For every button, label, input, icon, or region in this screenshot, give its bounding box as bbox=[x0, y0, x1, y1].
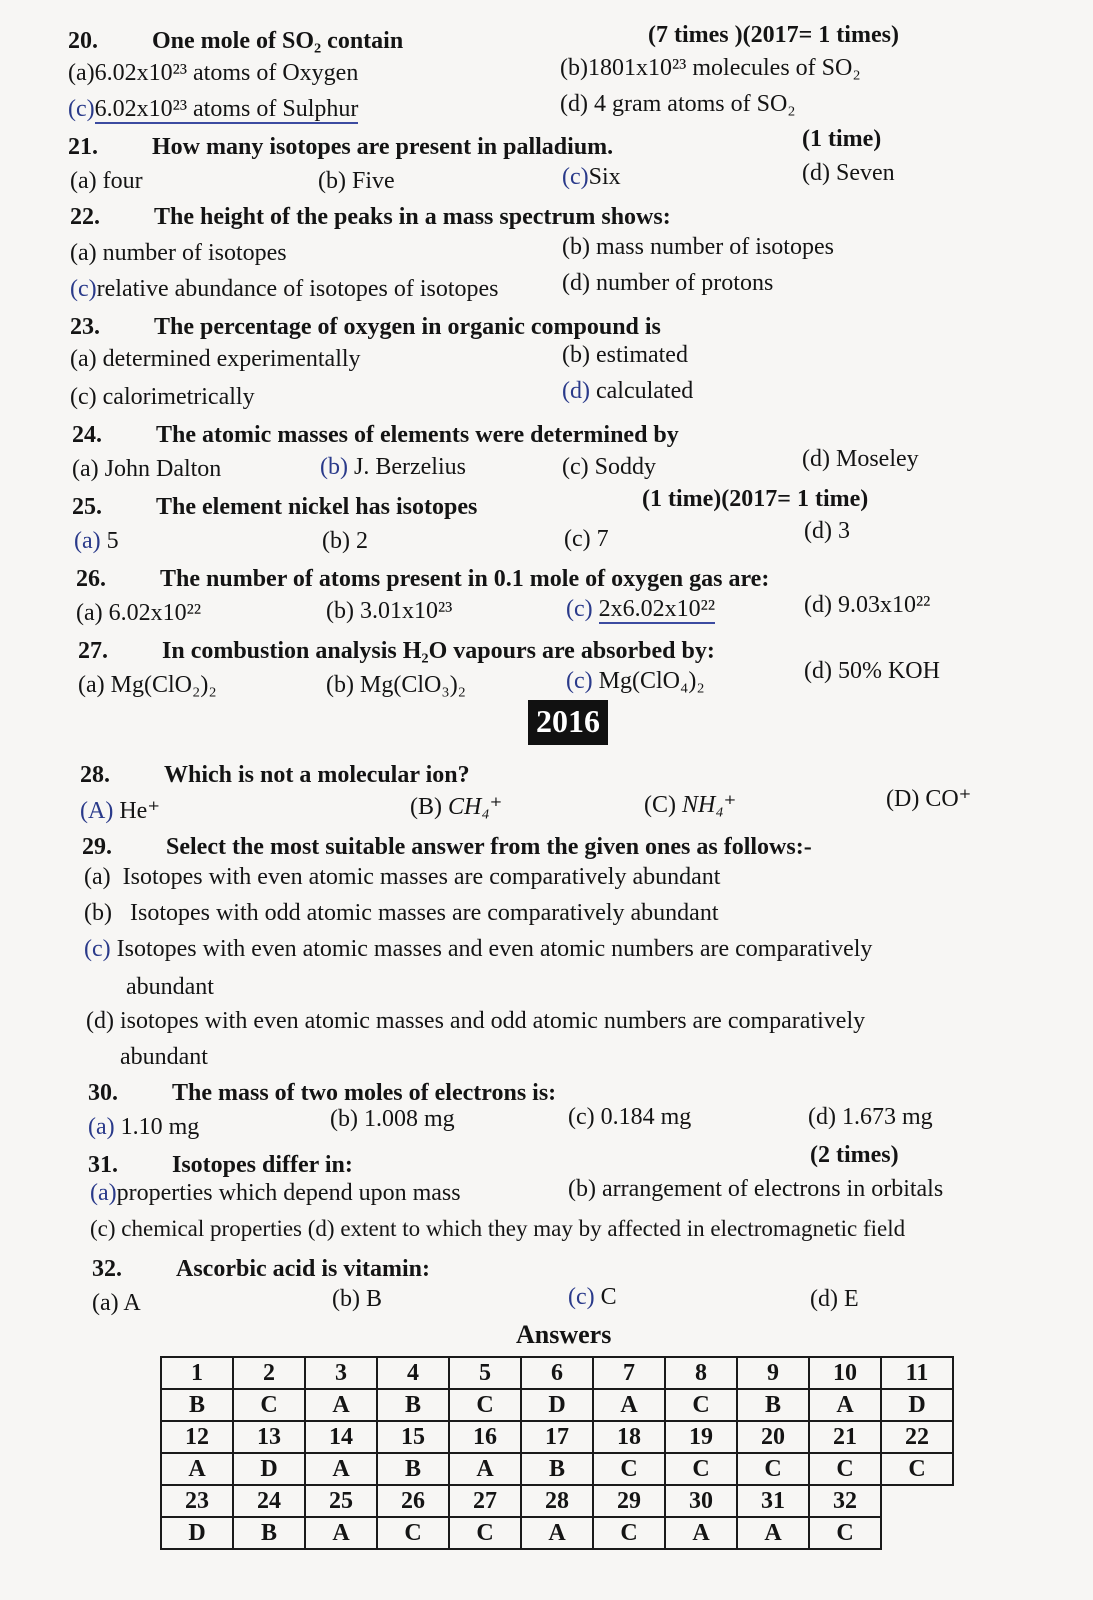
option-d: (d) number of protons bbox=[562, 270, 774, 296]
option-d: (d) E bbox=[810, 1286, 859, 1312]
question-23 bbox=[70, 312, 661, 342]
question-number: 31. bbox=[88, 1152, 118, 1178]
option-d: (D) CO⁺ bbox=[886, 786, 972, 812]
question-text: Which is not a molecular ion? bbox=[164, 762, 470, 788]
option-c-d: (c) chemical properties (d) extent to which they may by affected in electromagnetic field bbox=[90, 1216, 906, 1241]
question-text: One mole of SO₂ contain bbox=[152, 28, 404, 54]
option-a: (a)6.02x10²³ atoms of Oxygen bbox=[68, 60, 359, 86]
question-number: 23. bbox=[70, 314, 100, 340]
question-text: How many isotopes are present in palladium. bbox=[152, 134, 614, 160]
question-number: 24. bbox=[72, 422, 102, 448]
answer-key-cell: A bbox=[161, 1453, 233, 1485]
question-number: 27. bbox=[78, 638, 108, 664]
answers-key-row bbox=[161, 1389, 953, 1421]
question-29 bbox=[82, 832, 812, 862]
answer-key-cell: A bbox=[809, 1389, 881, 1421]
question-text: The atomic masses of elements were determined by bbox=[156, 422, 679, 448]
answer-number-cell: 31 bbox=[737, 1485, 809, 1517]
option-b: (b) 1.008 mg bbox=[330, 1106, 455, 1132]
answer-key-cell: A bbox=[521, 1517, 593, 1549]
option-c-marked: (c)relative abundance of isotopes of isotopes bbox=[70, 276, 499, 302]
frequency-tag: (2 times) bbox=[810, 1142, 899, 1168]
option-c: (c) 7 bbox=[564, 526, 609, 552]
option-c: (C) NH₄⁺ bbox=[644, 792, 737, 818]
question-number: 30. bbox=[88, 1080, 118, 1106]
question-32 bbox=[92, 1254, 430, 1284]
answer-key-cell: C bbox=[737, 1453, 809, 1485]
answer-number-cell: 32 bbox=[809, 1485, 881, 1517]
question-number: 22. bbox=[70, 204, 100, 230]
answer-number-cell: 18 bbox=[593, 1421, 665, 1453]
answer-number-cell: 15 bbox=[377, 1421, 449, 1453]
answer-number-cell: 7 bbox=[593, 1357, 665, 1389]
answer-key-cell: D bbox=[161, 1517, 233, 1549]
question-20 bbox=[68, 26, 403, 56]
answer-number-cell: 6 bbox=[521, 1357, 593, 1389]
option-a-marked: (a)properties which depend upon mass bbox=[90, 1180, 461, 1206]
answer-number-cell: 25 bbox=[305, 1485, 377, 1517]
option-c-marked: (c)6.02x10²³ atoms of Sulphur bbox=[68, 96, 359, 122]
option-c-marked: (c) Mg(ClO₄)₂ bbox=[566, 668, 705, 694]
answer-key-cell: D bbox=[881, 1389, 953, 1421]
question-24 bbox=[72, 420, 679, 450]
answer-number-cell: 19 bbox=[665, 1421, 737, 1453]
answer-number-cell: 28 bbox=[521, 1485, 593, 1517]
option-d: (d) isotopes with even atomic masses and odd atomic numbers are comparatively bbox=[86, 1008, 866, 1034]
option-a: (a) John Dalton bbox=[72, 456, 222, 482]
answer-key-cell: C bbox=[449, 1517, 521, 1549]
answer-number-cell: 1 bbox=[161, 1357, 233, 1389]
option-a-marked: (a) 5 bbox=[74, 528, 119, 554]
option-d: (d) 9.03x10²² bbox=[804, 592, 931, 618]
answer-number-cell: 21 bbox=[809, 1421, 881, 1453]
answer-number-cell: 22 bbox=[881, 1421, 953, 1453]
question-number: 21. bbox=[68, 134, 98, 160]
answer-key-cell: A bbox=[305, 1389, 377, 1421]
answer-number-cell: 5 bbox=[449, 1357, 521, 1389]
answers-key-row bbox=[161, 1453, 953, 1485]
option-c: (c) Soddy bbox=[562, 454, 656, 480]
answer-number-cell: 11 bbox=[881, 1357, 953, 1389]
option-c-marked: (c)Six bbox=[562, 164, 621, 190]
option-d: (d) Seven bbox=[802, 160, 895, 186]
answer-number-cell bbox=[881, 1485, 953, 1517]
option-c-marked: (c) Isotopes with even atomic masses and even atomic numbers are comparatively bbox=[84, 936, 873, 962]
option-c-marked: (c) 2x6.02x10²² bbox=[566, 596, 716, 622]
question-26 bbox=[76, 564, 769, 594]
answer-key-cell: C bbox=[377, 1517, 449, 1549]
answer-key-cell: A bbox=[737, 1517, 809, 1549]
answer-key-cell: A bbox=[449, 1453, 521, 1485]
answer-key-cell: B bbox=[377, 1389, 449, 1421]
question-text: The element nickel has isotopes bbox=[156, 494, 478, 520]
answer-key-cell: C bbox=[809, 1517, 881, 1549]
answers-number-row bbox=[161, 1357, 953, 1389]
answer-key-cell: D bbox=[233, 1453, 305, 1485]
answer-number-cell: 13 bbox=[233, 1421, 305, 1453]
option-c: (c) 0.184 mg bbox=[568, 1104, 692, 1130]
answer-key-cell: C bbox=[665, 1453, 737, 1485]
frequency-tag: (1 time)(2017= 1 time) bbox=[642, 486, 869, 512]
answer-key-cell: B bbox=[161, 1389, 233, 1421]
option-b: (b) Five bbox=[318, 168, 395, 194]
answer-number-cell: 4 bbox=[377, 1357, 449, 1389]
answers-key-row bbox=[161, 1517, 953, 1549]
option-a: (a) four bbox=[70, 168, 143, 194]
question-text: The number of atoms present in 0.1 mole of oxygen gas are: bbox=[160, 566, 770, 592]
option-d: (d) 4 gram atoms of SO₂ bbox=[560, 91, 796, 117]
option-b: (B) CH₄⁺ bbox=[410, 794, 503, 820]
option-b: (b) mass number of isotopes bbox=[562, 234, 834, 260]
answer-key-cell: A bbox=[665, 1517, 737, 1549]
question-28 bbox=[80, 760, 470, 790]
option-d: (d) 1.673 mg bbox=[808, 1104, 933, 1130]
option-b-marked: (b) J. Berzelius bbox=[320, 454, 466, 480]
answer-number-cell: 27 bbox=[449, 1485, 521, 1517]
option-a: (a) determined experimentally bbox=[70, 346, 361, 372]
answer-key-cell: B bbox=[377, 1453, 449, 1485]
option-b: (b) estimated bbox=[562, 342, 688, 368]
question-number: 32. bbox=[92, 1256, 122, 1282]
answer-number-cell: 17 bbox=[521, 1421, 593, 1453]
answer-number-cell: 26 bbox=[377, 1485, 449, 1517]
question-number: 25. bbox=[72, 494, 102, 520]
answer-number-cell: 24 bbox=[233, 1485, 305, 1517]
question-text: The mass of two moles of electrons is: bbox=[172, 1080, 557, 1106]
answer-key-cell: D bbox=[521, 1389, 593, 1421]
answer-number-cell: 8 bbox=[665, 1357, 737, 1389]
answer-key-cell: C bbox=[665, 1389, 737, 1421]
answer-number-cell: 14 bbox=[305, 1421, 377, 1453]
answer-number-cell: 3 bbox=[305, 1357, 377, 1389]
answer-key-cell: C bbox=[593, 1453, 665, 1485]
answer-key-cell: B bbox=[737, 1389, 809, 1421]
question-number: 28. bbox=[80, 762, 110, 788]
answers-number-row bbox=[161, 1421, 953, 1453]
answer-key-cell: B bbox=[521, 1453, 593, 1485]
option-d-continued: abundant bbox=[120, 1044, 208, 1070]
option-c-marked: (c) C bbox=[568, 1284, 617, 1310]
option-a: (a) 6.02x10²² bbox=[76, 600, 202, 626]
answer-number-cell: 29 bbox=[593, 1485, 665, 1517]
answer-key-cell: A bbox=[305, 1517, 377, 1549]
answer-key-cell: A bbox=[305, 1453, 377, 1485]
option-b: (b) Mg(ClO₃)₂ bbox=[326, 672, 467, 698]
question-22 bbox=[70, 202, 671, 232]
option-a: (a) number of isotopes bbox=[70, 240, 287, 266]
option-d: (d) 3 bbox=[804, 518, 850, 544]
option-a: (a) A bbox=[92, 1290, 141, 1316]
frequency-tag: (1 time) bbox=[802, 126, 882, 152]
answers-table bbox=[160, 1356, 954, 1550]
answer-key-cell: C bbox=[881, 1453, 953, 1485]
frequency-tag: (7 times )(2017= 1 times) bbox=[648, 22, 899, 48]
option-a: (a) Isotopes with even atomic masses are comparatively abundant bbox=[84, 864, 721, 890]
option-b: (b)1801x10²³ molecules of SO₂ bbox=[560, 55, 861, 81]
question-text: Isotopes differ in: bbox=[172, 1152, 353, 1178]
question-text: The height of the peaks in a mass spectrum shows: bbox=[154, 204, 671, 230]
answer-key-cell: B bbox=[233, 1517, 305, 1549]
answer-number-cell: 2 bbox=[233, 1357, 305, 1389]
option-a-marked: (a) 1.10 mg bbox=[88, 1114, 200, 1140]
question-31 bbox=[88, 1150, 353, 1180]
question-25 bbox=[72, 492, 477, 522]
option-a-marked: (A) He⁺ bbox=[80, 798, 160, 824]
question-text: Ascorbic acid is vitamin: bbox=[176, 1256, 430, 1282]
answer-key-cell: A bbox=[593, 1389, 665, 1421]
option-d: (d) Moseley bbox=[802, 446, 919, 472]
option-d-marked: (d) calculated bbox=[562, 378, 694, 404]
answer-number-cell: 23 bbox=[161, 1485, 233, 1517]
option-b: (b) 2 bbox=[322, 528, 368, 554]
answers-title: Answers bbox=[516, 1320, 612, 1349]
answer-key-cell: C bbox=[809, 1453, 881, 1485]
question-30 bbox=[88, 1078, 556, 1108]
answer-key-cell bbox=[881, 1517, 953, 1549]
year-banner: 2016 bbox=[528, 700, 608, 745]
answer-key-cell: C bbox=[449, 1389, 521, 1421]
question-text: Select the most suitable answer from the given ones as follows:- bbox=[166, 834, 812, 860]
answer-number-cell: 16 bbox=[449, 1421, 521, 1453]
option-c-continued: abundant bbox=[126, 974, 214, 1000]
answers-number-row bbox=[161, 1485, 953, 1517]
question-number: 20. bbox=[68, 28, 98, 54]
question-21 bbox=[68, 132, 613, 162]
answer-key-cell: C bbox=[593, 1517, 665, 1549]
option-b: (b) arrangement of electrons in orbitals bbox=[568, 1176, 944, 1202]
option-c: (c) calorimetrically bbox=[70, 384, 255, 410]
answer-number-cell: 12 bbox=[161, 1421, 233, 1453]
question-27 bbox=[78, 636, 715, 666]
answer-number-cell: 9 bbox=[737, 1357, 809, 1389]
question-text: The percentage of oxygen in organic compound is bbox=[154, 314, 661, 340]
answer-number-cell: 30 bbox=[665, 1485, 737, 1517]
question-number: 26. bbox=[76, 566, 106, 592]
option-b: (b) 3.01x10²³ bbox=[326, 598, 453, 624]
answer-number-cell: 20 bbox=[737, 1421, 809, 1453]
question-text: In combustion analysis H₂O vapours are absorbed by: bbox=[162, 638, 715, 664]
answer-number-cell: 10 bbox=[809, 1357, 881, 1389]
question-number: 29. bbox=[82, 834, 112, 860]
answer-key-cell: C bbox=[233, 1389, 305, 1421]
option-a: (a) Mg(ClO₂)₂ bbox=[78, 672, 217, 698]
option-b: (b) B bbox=[332, 1286, 382, 1312]
option-d: (d) 50% KOH bbox=[804, 658, 940, 684]
option-b: (b) Isotopes with odd atomic masses are comparatively abundant bbox=[84, 900, 719, 926]
